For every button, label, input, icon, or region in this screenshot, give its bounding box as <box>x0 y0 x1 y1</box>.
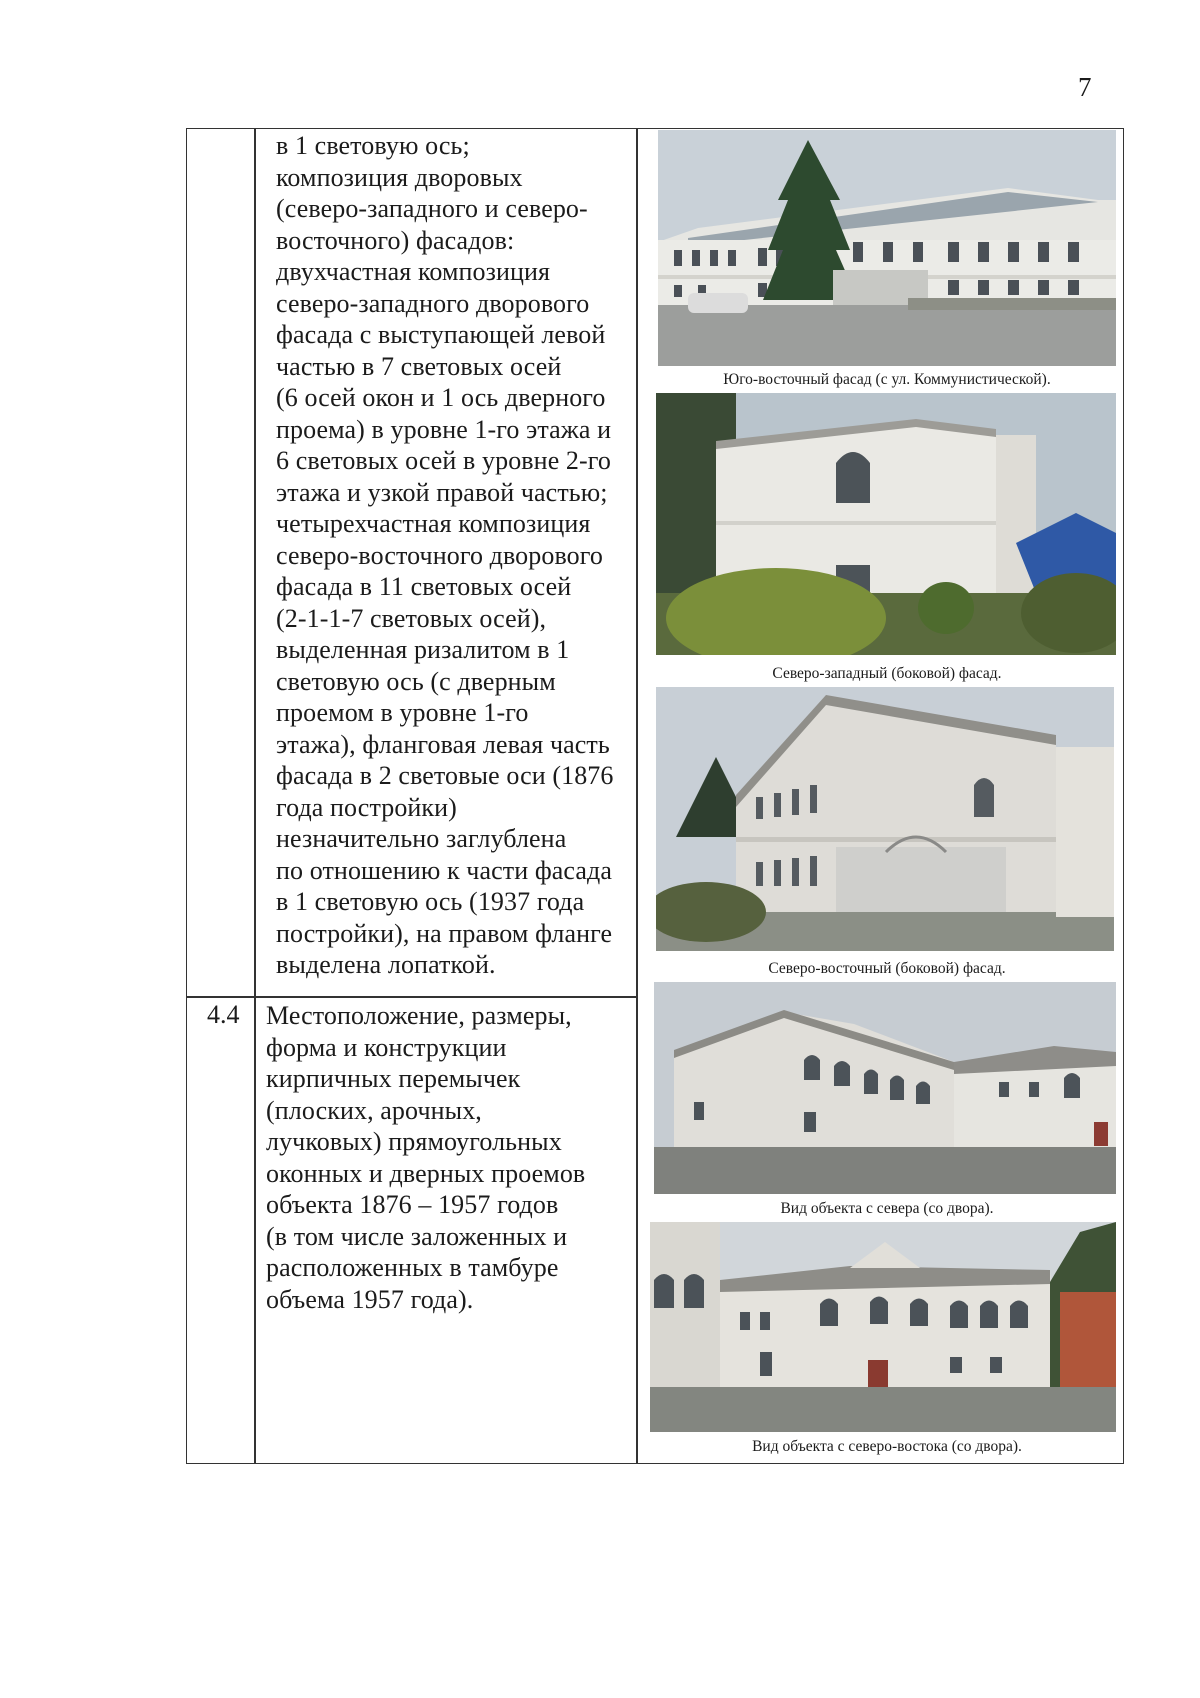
photo-caption: Юго-восточный фасад (с ул. Коммунистической). <box>723 371 1051 388</box>
photo-caption: Северо-западный (боковой) фасад. <box>772 665 1002 682</box>
photo-view-from-north <box>654 982 1116 1194</box>
photo-caption: Вид объекта с севера (со двора). <box>780 1200 994 1217</box>
table-divider <box>186 996 637 998</box>
photo-caption: Северо-восточный (боковой) фасад. <box>768 960 1006 977</box>
page-number: 7 <box>1078 72 1092 102</box>
cell-text-4-4: Местоположение, размеры, форма и конструкции кирпичных перемычек (плоских, арочных, лучковых) прямоугольных оконных и дверных проемов объекта 1876 – 1957 годов (в том числе заложенных и расположенных в тамбуре объема 1957 года). <box>266 1001 586 1314</box>
cell-text-top: в 1 световую ось; композиция дворовых (северо-западного и северо- восточного) фасадов: двухчастная композиция северо-западного дворового фасада с выступающей левой частью в 7 световых осей (6 осей окон и 1 ось дверного проема) в уровне 1-го этажа и 6 световых осей в уровне 2-го этажа и узкой правой частью; четырехчастная композиция северо-восточного дворового фасада в 11 световых осей (2-1-1-7 световых осей), выделенная ризалитом в 1 световую ось (с дверным проемом в уровне 1-го этажа), фланговая левая часть фасада в 2 световые оси (1876 года постройки) незначительно заглублена по отношению к части фасада в 1 световую ось (1937 года постройки), на правом фланге выделена лопаткой. <box>276 131 614 979</box>
photo-northeast-facade <box>656 687 1114 951</box>
photo-caption: Вид объекта с северо-востока (со двора). <box>752 1438 1022 1455</box>
table-divider <box>636 128 638 1464</box>
photo-view-from-northeast <box>650 1222 1116 1432</box>
photo-southeast-facade <box>658 130 1116 366</box>
row-number: 4.4 <box>207 1000 240 1029</box>
table-divider <box>254 128 256 1464</box>
photo-northwest-facade <box>656 393 1116 655</box>
